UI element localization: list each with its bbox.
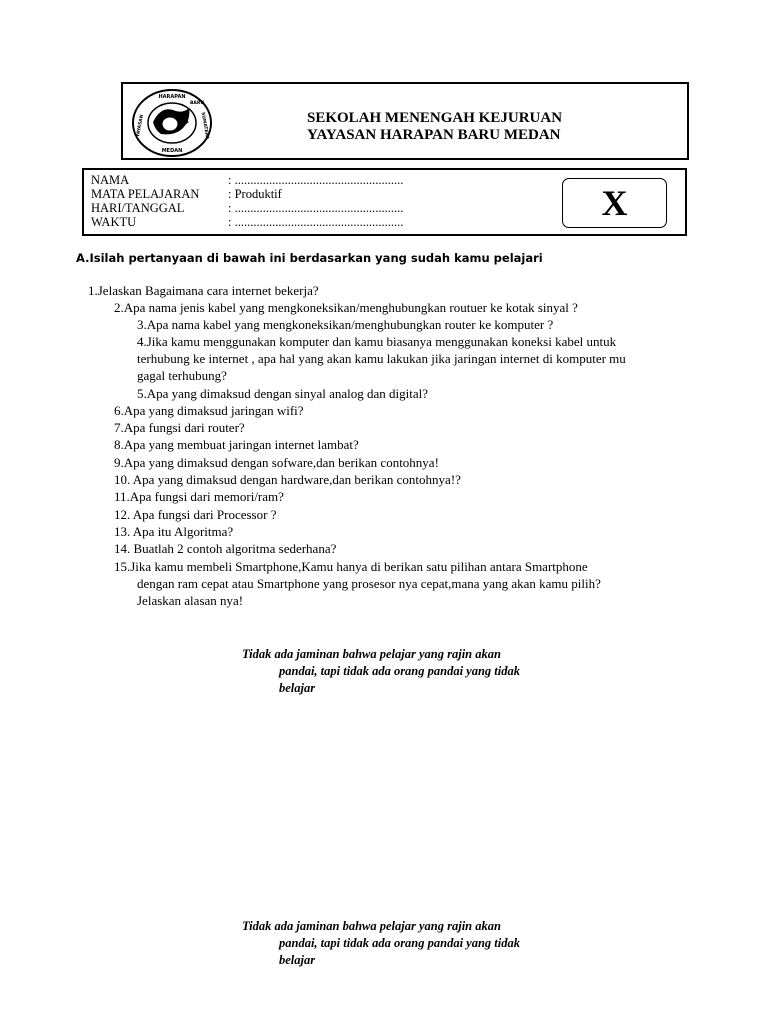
question-7: 7.Apa fungsi dari router? xyxy=(114,420,245,435)
quote-line-2: pandai, tapi tidak ada orang pandai yang tidak xyxy=(279,936,521,950)
info-label: WAKTU xyxy=(91,215,137,229)
question-10: 10. Apa yang dimaksud dengan hardware,dan berikan contohnya!? xyxy=(114,472,461,487)
question-4-cont: terhubung ke internet , apa hal yang akan kamu lakukan jika jaringan internet di komputer mu xyxy=(137,351,626,366)
question-4: 4.Jika kamu menggunakan komputer dan kamu biasanya menggunakan koneksi kabel untuk xyxy=(137,334,617,349)
school-name xyxy=(307,110,562,144)
question-15-cont: Jelaskan alasan nya! xyxy=(137,593,244,608)
question-3: 3.Apa nama kabel yang mengkoneksikan/menghubungkan router ke komputer ? xyxy=(137,317,554,332)
quote-line-2: pandai, tapi tidak ada orang pandai yang tidak xyxy=(279,664,521,678)
question-1: 1.Jelaskan Bagaimana cara internet bekerja? xyxy=(88,283,319,298)
info-value: : Produktif xyxy=(228,187,282,201)
school-line-1: SEKOLAH MENENGAH KEJURUAN xyxy=(307,110,563,126)
instruction: A.Isilah pertanyaan di bawah ini berdasarkan yang sudah kamu pelajari xyxy=(76,251,543,265)
info-value: : ...................................................... xyxy=(228,173,404,187)
school-logo xyxy=(131,88,213,158)
question-5: 5.Apa yang dimaksud dengan sinyal analog dan digital? xyxy=(137,386,428,401)
question-14: 14. Buatlah 2 contoh algoritma sederhana? xyxy=(114,541,337,556)
info-label: NAMA xyxy=(91,173,130,187)
question-12: 12. Apa fungsi dari Processor ? xyxy=(114,507,277,522)
info-value: : ...................................................... xyxy=(228,201,404,215)
quote-line-1: Tidak ada jaminan bahwa pelajar yang rajin akan xyxy=(242,919,501,933)
school-line-2: YAYASAN HARAPAN BARU MEDAN xyxy=(307,127,561,143)
class-label: X xyxy=(601,183,628,223)
quote-line-3: belajar xyxy=(279,681,316,695)
logo-text-top: HARAPAN xyxy=(158,94,186,100)
question-11: 11.Apa fungsi dari memori/ram? xyxy=(114,489,284,504)
quote-line-1: Tidak ada jaminan bahwa pelajar yang rajin akan xyxy=(242,647,501,661)
info-label: MATA PELAJARAN xyxy=(91,187,200,201)
question-15: 15.Jika kamu membeli Smartphone,Kamu hanya di berikan satu pilihan antara Smartphone xyxy=(114,559,588,574)
info-value: : ...................................................... xyxy=(228,215,404,229)
logo-text-right2: SUMATERA xyxy=(199,111,210,140)
question-15-cont: dengan ram cepat atau Smartphone yang prosesor nya cepat,mana yang akan kamu pilih? xyxy=(137,576,601,591)
question-13: 13. Apa itu Algoritma? xyxy=(114,524,234,539)
logo-text-left: YAYASAN xyxy=(136,114,145,138)
logo-text-bottom: MEDAN xyxy=(161,148,183,154)
quote-line-3: belajar xyxy=(279,953,316,967)
question-2: 2.Apa nama jenis kabel yang mengkoneksikan/menghubungkan routuer ke kotak sinyal ? xyxy=(114,300,578,315)
question-9: 9.Apa yang dimaksud dengan sofware,dan berikan contohnya! xyxy=(114,455,439,470)
student-info xyxy=(91,173,541,231)
question-4-cont: gagal terhubung? xyxy=(137,368,227,383)
logo-text-right: BARU xyxy=(189,101,205,106)
question-6: 6.Apa yang dimaksud jaringan wifi? xyxy=(114,403,304,418)
question-8: 8.Apa yang membuat jaringan internet lambat? xyxy=(114,437,359,452)
info-label: HARI/TANGGAL xyxy=(91,201,185,215)
